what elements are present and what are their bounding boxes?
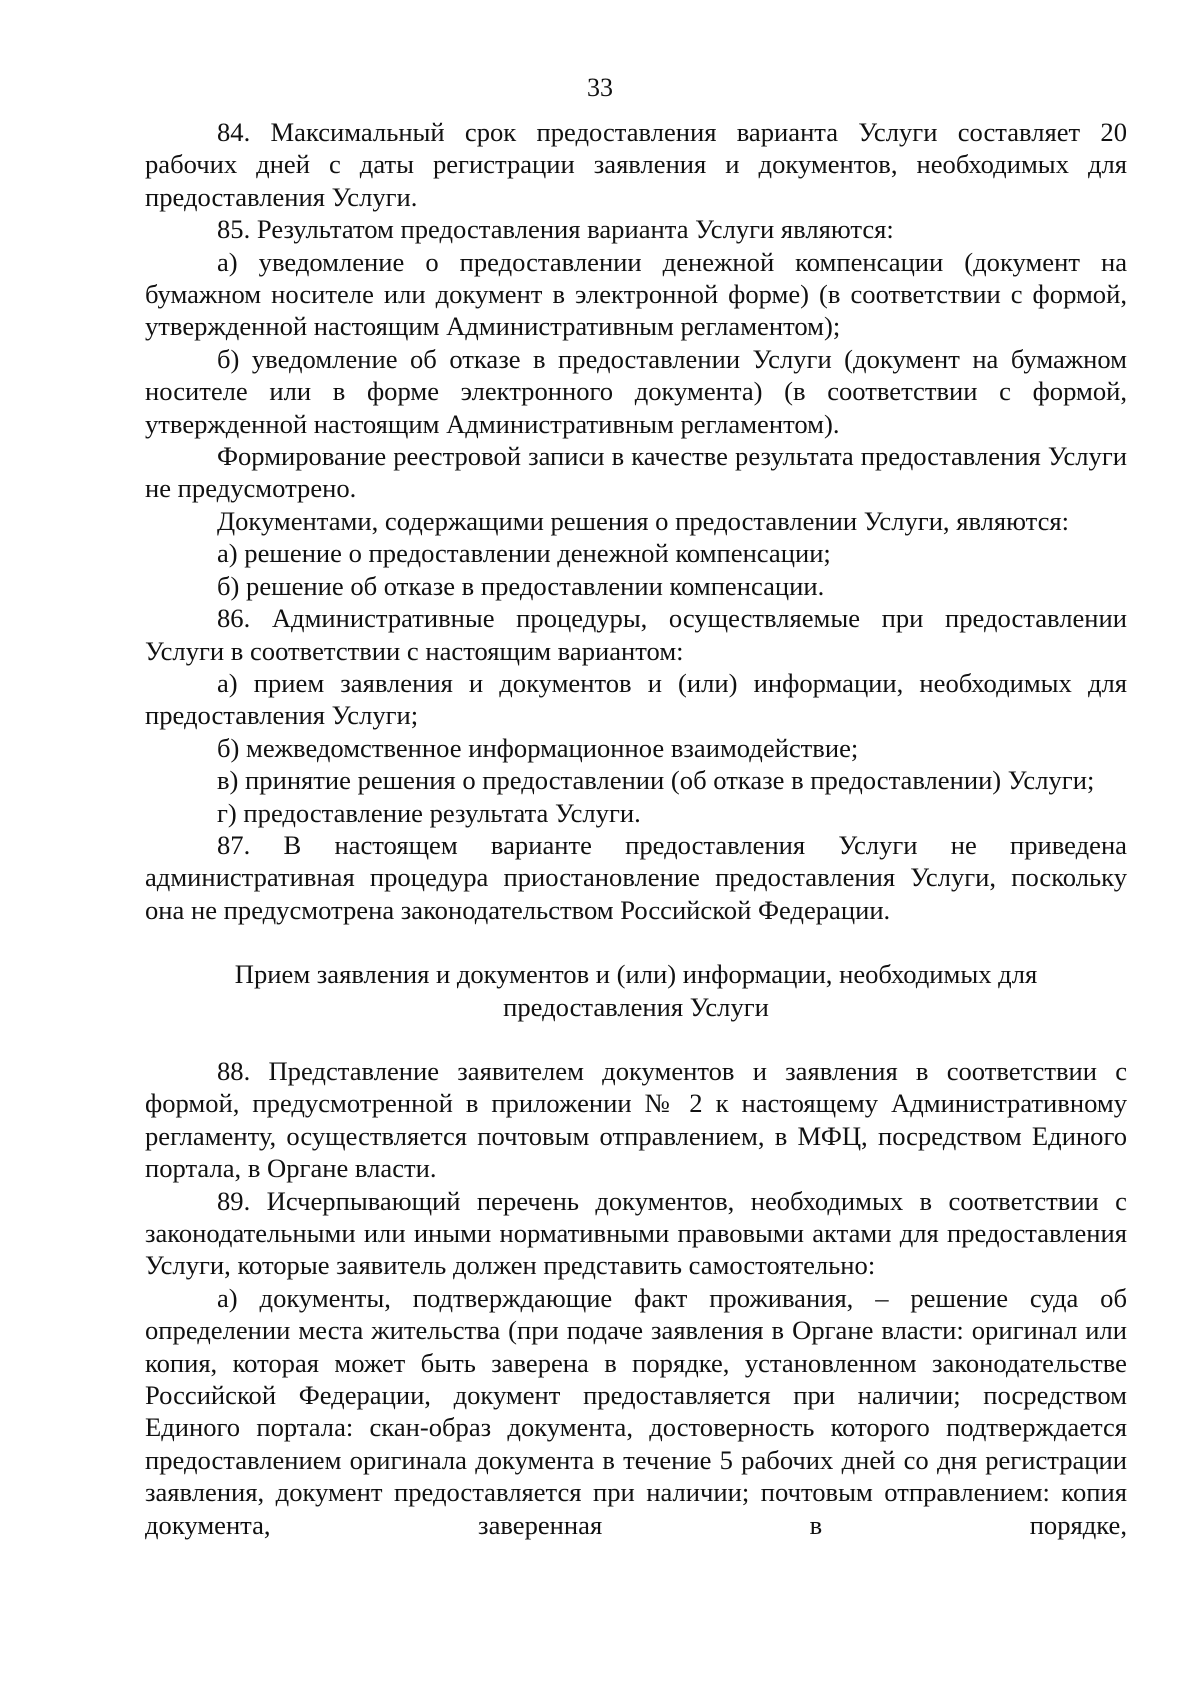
paragraph-88: 88. Представление заявителем документов и заявления в соответствии с формой, предусмотренной в приложении № 2 к настоящему Административному регламенту, осуществляется почтовым отправлением, в МФЦ, посредством Единого портала, в Органе власти.: [145, 1055, 1127, 1184]
paragraph-89: 89. Исчерпывающий перечень документов, необходимых в соответствии с законодательными или иными нормативными правовыми актами для предоставления Услуги, которые заявитель должен представить самостоятельно:: [145, 1185, 1127, 1281]
paragraph-84: 84. Максимальный срок предоставления варианта Услуги составляет 20 рабочих дней с даты регистрации заявления и документов, необходимых для предоставления Услуги.: [145, 117, 1127, 212]
paragraph-86-a: а) прием заявления и документов и (или) информации, необходимых для предоставления Услуги;: [145, 667, 1127, 731]
paragraph-86-g: г) предоставление результата Услуги.: [217, 797, 641, 828]
document-body: [145, 116, 1127, 1541]
paragraph-86-b: б) межведомственное информационное взаимодействие;: [217, 732, 859, 763]
section-heading: Прием заявления и документов и (или) информации, необходимых для предоставления Услуги: [234, 959, 1038, 1022]
paragraph-decisions-b: б) решение об отказе в предоставлении компенсации.: [217, 570, 825, 601]
paragraph-85: 85. Результатом предоставления варианта Услуги являются:: [217, 214, 894, 245]
paragraph-decisions-a: а) решение о предоставлении денежной компенсации;: [217, 538, 831, 569]
page-number: 33: [587, 73, 613, 102]
paragraph-85-a: а) уведомление о предоставлении денежной компенсации (документ на бумажном носителе или документ в электронной форме) (в соответствии с формой, утвержденной настоящим Административным регламентом);: [145, 246, 1127, 342]
paragraph-87: 87. В настоящем варианте предоставления Услуги не приведена административная процедура приостановление предоставления Услуги, поскольку она не предусмотрена законодательством Российской Федерации.: [145, 829, 1127, 925]
paragraph-86-v: в) принятие решения о предоставлении (об отказе в предоставлении) Услуги;: [217, 765, 1095, 796]
paragraph-registry: Формирование реестровой записи в качестве результата предоставления Услуги не предусмотрено.: [145, 441, 1127, 504]
paragraph-85-b: б) уведомление об отказе в предоставлении Услуги (документ на бумажном носителе или в форме электронного документа) (в соответствии с формой, утвержденной настоящим Административным регламентом).: [145, 343, 1127, 439]
paragraph-89-a: а) документы, подтверждающие факт проживания, – решение суда об определении места жительства (при подаче заявления в Органе власти: оригинал или копия, которая может быть заверена в порядке, установленном законодательстве Российской Федерации, документ предоставляется при наличии; посредством Единого портала: скан-образ документа, достоверность которого подтверждается предоставлением оригинала документа в течение 5 рабочих дней со дня регистрации заявления, документ предоставляется при наличии; почтовым отправлением: копия документа, заверенная в порядке,: [145, 1282, 1127, 1540]
paragraph-86: 86. Административные процедуры, осуществляемые при предоставлении Услуги в соответствии с настоящим вариантом:: [145, 603, 1127, 666]
paragraph-decisions: Документами, содержащими решения о предоставлении Услуги, являются:: [217, 505, 1070, 536]
